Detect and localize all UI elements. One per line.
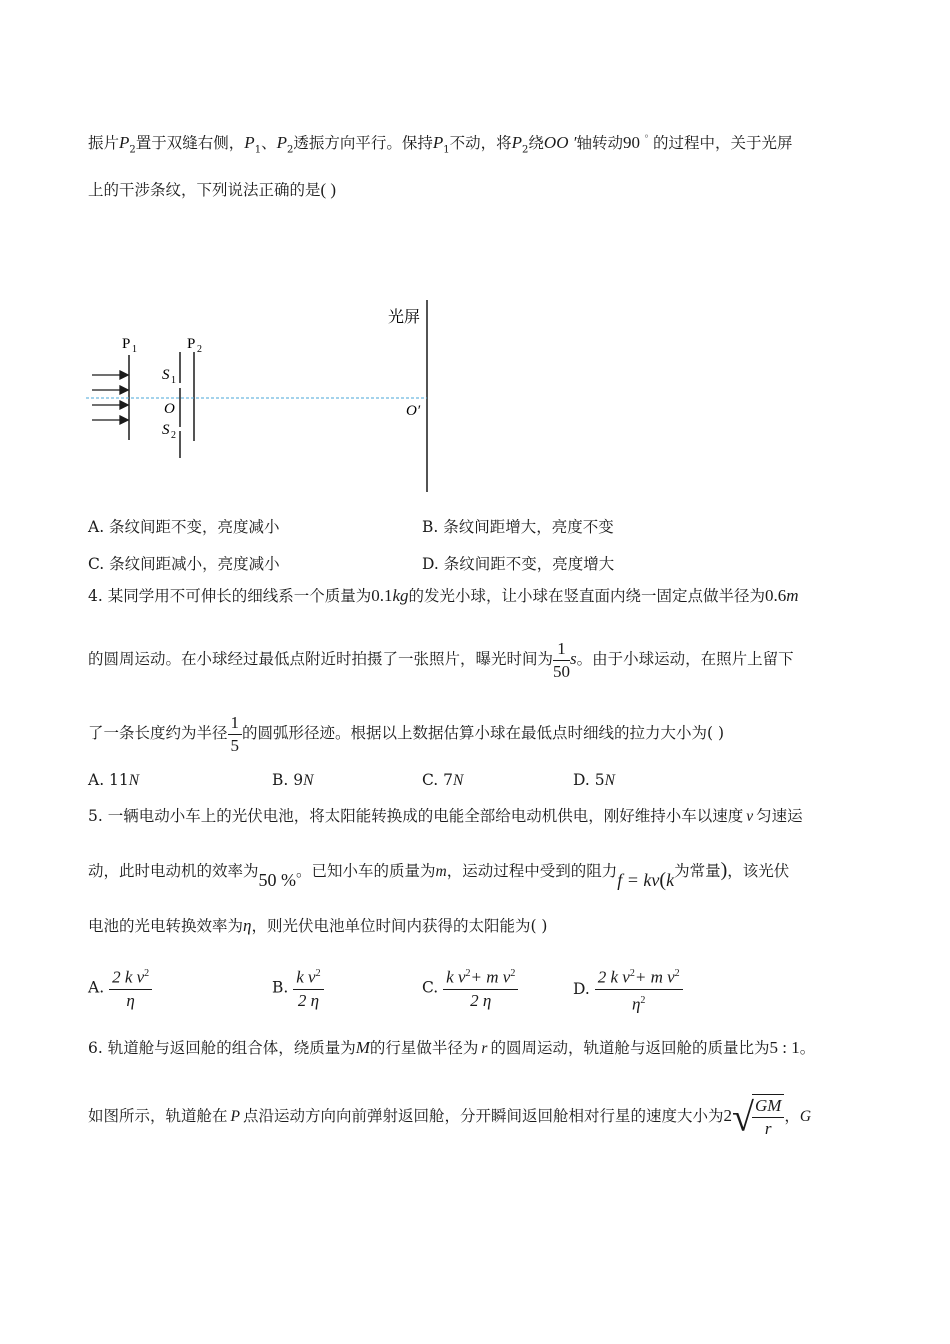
radius-symbol: r [481, 1040, 488, 1057]
numerator [109, 963, 152, 990]
q6-stem-line1 [88, 1038, 815, 1059]
option-d-fraction [595, 963, 683, 1015]
option-a-fraction [109, 963, 152, 1012]
symbol-p2: P [119, 133, 130, 153]
paren: ( [659, 869, 667, 891]
double-slit-diagram [86, 300, 446, 500]
q3-text: 振片 [88, 134, 120, 153]
radius-value: 0.6 [765, 586, 787, 605]
option-text: D. 5 [573, 771, 605, 789]
gravitational-constant-symbol: G [799, 1108, 812, 1125]
q6-text: 的圆周运动，轨道舱与返回舱的质量比为 [490, 1039, 770, 1057]
exponent: 2 [629, 968, 635, 979]
option-label: A. [88, 978, 105, 997]
screen-label: 光屏 [388, 309, 421, 326]
exponent: 2 [510, 968, 516, 979]
q6-text: 6. 轨道舱与返回舱的组合体，绕质量为 [88, 1039, 356, 1057]
numerator [443, 963, 518, 990]
q5-text: 动，此时电动机的效率为 [88, 862, 259, 880]
s2-subscript: 2 [171, 430, 176, 441]
denominator: 2 η [470, 990, 492, 1010]
option-text: B. 9 [272, 771, 304, 789]
q5-option-a[interactable] [88, 963, 152, 1012]
q6-text: 。 [799, 1039, 816, 1057]
term: k v [296, 967, 316, 987]
q5-stem-line2 [88, 856, 790, 891]
p2-label: P [187, 336, 196, 352]
denominator: η [126, 990, 135, 1010]
option-c-fraction [443, 963, 518, 1012]
option-text: C. 7 [422, 771, 454, 789]
exponent: 2 [640, 994, 646, 1006]
o-label: O [164, 401, 175, 417]
arrow-head [120, 401, 128, 409]
q3-option-c[interactable]: C. 条纹间距减小，亮度减小 [88, 555, 280, 573]
q5-text: 电池的光电转换效率为 [88, 917, 244, 935]
efficiency-value: 50 % [258, 870, 297, 890]
q5-text: 为常量 [674, 862, 721, 880]
q6-text: ， [784, 1107, 800, 1125]
arrow-head [120, 386, 128, 394]
o-prime-label: O′ [406, 403, 421, 419]
exponent: 2 [315, 968, 321, 979]
q3-text: 置于双缝右侧， [135, 134, 245, 153]
q3-text: 轴转动 [576, 134, 623, 153]
term: 2 k v [112, 967, 145, 987]
q3-text: 不动，将 [449, 134, 512, 153]
velocity-symbol: v [746, 808, 754, 825]
paren: ) [720, 859, 728, 881]
s1-subscript: 1 [171, 375, 176, 386]
q4-stem-line1 [88, 586, 799, 606]
mass-unit: kg [392, 586, 409, 605]
q4-text: 了一条长度约为半径 [88, 724, 228, 742]
q3-option-b[interactable]: B. 条纹间距增大，亮度不变 [422, 518, 614, 536]
mass-ratio: 5 : 1 [769, 1038, 800, 1057]
eta-symbol: η [243, 916, 252, 935]
exponent: 2 [144, 968, 150, 979]
q5-text: ，该光伏 [727, 862, 790, 880]
subscript: 1 [443, 144, 450, 156]
p1-subscript: 1 [132, 344, 137, 355]
option-text: A. 11 [88, 771, 129, 789]
q4-stem-line2 [88, 636, 794, 683]
sqrt-expression [732, 1093, 784, 1141]
q6-text: 的行星做半径为 [369, 1039, 479, 1057]
q5-text: 。已知小车的质量为 [296, 862, 436, 880]
symbol-p2: P [276, 133, 287, 153]
unit: N [128, 772, 140, 789]
planet-mass-symbol: M [355, 1038, 370, 1057]
denominator: 2 η [297, 990, 320, 1010]
numerator: GM [752, 1095, 784, 1118]
q4-option-a[interactable] [88, 771, 139, 790]
resistance-formula: f = kv [617, 870, 660, 890]
q4-text: 的圆周运动。在小球经过最低点附近时拍摄了一张照片，曝光时间为 [88, 650, 554, 668]
subscript: 2 [286, 144, 294, 156]
s2-label: S [162, 422, 170, 438]
subscript: 2 [129, 144, 136, 156]
arrow-head [120, 371, 128, 379]
q5-option-b[interactable] [272, 963, 324, 1012]
answer-blank: ( ) [320, 180, 337, 199]
mass-value: 0.1 [371, 586, 393, 605]
q5-stem-line1 [88, 806, 803, 827]
q5-text: 5. 一辆电动小车上的光伏电池，将太阳能转换成的电能全部给电动机供电，刚好维持小车以速度 [88, 807, 744, 825]
q5-text: 匀速运 [756, 807, 803, 825]
q3-option-a[interactable]: A. 条纹间距不变，亮度减小 [88, 518, 280, 536]
symbol-p2: P [511, 133, 523, 153]
denominator: r [764, 1119, 772, 1139]
term: 2 k v [597, 967, 630, 987]
arc-fraction [228, 712, 243, 757]
unit: N [303, 772, 314, 789]
q5-stem-line3 [88, 916, 547, 936]
p2-subscript: 2 [197, 344, 202, 355]
q3-option-d[interactable]: D. 条纹间距不变，亮度增大 [422, 555, 615, 573]
arrow-head [120, 416, 128, 424]
q5-text: ，则光伏电池单位时间内获得的太阳能为( ) [251, 917, 548, 935]
p1-label: P [122, 336, 131, 352]
symbol-p1: P [432, 133, 444, 153]
constant-symbol: k [666, 870, 675, 890]
q6-text: 如图所示，轨道舱在 [88, 1107, 228, 1125]
q6-text: 点沿运动方向向前弹射返回舱，分开瞬间返回舱相对行星的速度大小为 [242, 1107, 724, 1125]
symbol-p1: P [244, 133, 255, 153]
q3-stem-line1 [88, 130, 792, 160]
q4-option-b[interactable] [272, 771, 313, 790]
exponent: 2 [465, 968, 471, 979]
denominator: 5 [230, 735, 240, 755]
denominator [595, 990, 683, 1016]
speed-coefficient: 2 [723, 1106, 732, 1125]
time-unit: s [570, 649, 577, 668]
q3-text: 、 [261, 134, 277, 153]
q5-option-c[interactable] [422, 963, 518, 1012]
option-label: C. [422, 978, 439, 997]
numerator [293, 963, 323, 990]
subscript: 2 [522, 144, 529, 156]
q4-text: 。由于小球运动，在照片上留下 [576, 650, 794, 668]
numerator: 1 [553, 638, 570, 661]
exposure-fraction [553, 638, 570, 683]
exponent: 2 [674, 968, 680, 979]
q4-stem-line3 [88, 710, 724, 757]
denominator: 50 [553, 661, 571, 681]
q3-text: 透振方向平行。保持 [293, 134, 433, 153]
angle-value: 90 [622, 133, 640, 153]
q4-option-c[interactable] [422, 771, 463, 790]
degree-sign: ° [643, 134, 649, 145]
q3-text: 的过程中，关于光屏 [652, 134, 793, 153]
point-p-symbol: P [230, 1108, 240, 1125]
q4-text: 4. 某同学用不可伸长的细线系一个质量为 [88, 587, 372, 605]
symbol-axis: OO ′ [543, 133, 577, 153]
q5-text: ，运动过程中受到的阻力 [446, 862, 618, 880]
radical-sign: √ [732, 1094, 754, 1140]
s1-label: S [162, 367, 170, 383]
unit: N [453, 772, 464, 789]
numerator: 1 [228, 712, 243, 735]
option-label: D. [573, 980, 590, 999]
q6-stem-line2 [88, 1092, 811, 1141]
term: η [631, 994, 641, 1014]
q3-text: 上的干涉条纹，下列说法正确的是 [88, 181, 321, 199]
unit: N [604, 772, 615, 789]
subscript: 1 [254, 144, 262, 156]
option-b-fraction [293, 963, 323, 1012]
q3-stem-line2 [88, 180, 336, 200]
option-label: B. [272, 978, 289, 997]
radius-unit: m [786, 586, 799, 605]
mass-symbol: m [435, 863, 447, 880]
q4-text: 的发光小球，让小球在竖直面内绕一固定点做半径为 [408, 587, 766, 605]
q4-option-d[interactable] [573, 771, 615, 790]
numerator [595, 963, 683, 990]
term: + m v [470, 967, 511, 987]
term: + m v [634, 967, 675, 987]
sqrt-fraction [752, 1094, 784, 1140]
q5-option-d[interactable] [573, 963, 683, 1015]
q4-text: 的圆弧形径迹。根据以上数据估算小球在最低点时细线的拉力大小为( ) [242, 724, 725, 742]
term: k v [446, 967, 466, 987]
q3-text: 绕 [528, 134, 544, 153]
